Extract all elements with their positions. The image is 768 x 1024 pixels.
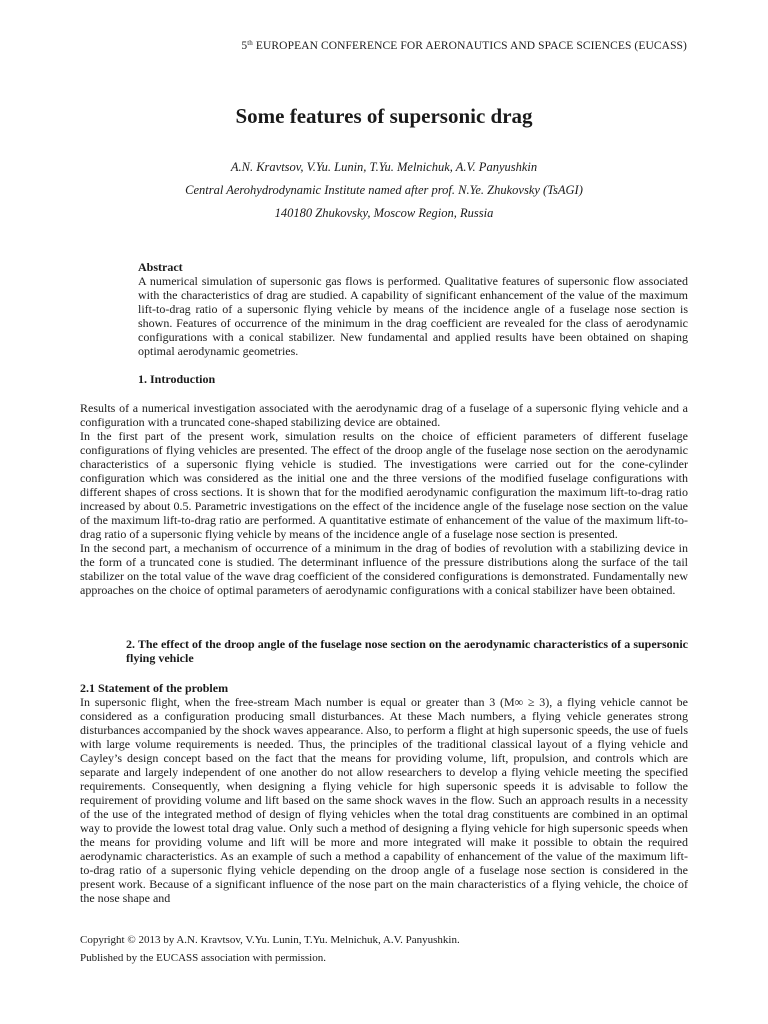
abstract-heading: Abstract: [138, 260, 183, 274]
section-2-heading: 2. The effect of the droop angle of the fuselage nose section on the aerodynamic characteristics of a supersonic flying vehicle: [126, 637, 688, 665]
paragraph: Results of a numerical investigation associated with the aerodynamic drag of a fuselage of a supersonic flying vehicle and a configuration with a truncated cone-shaped stabilizing device are obtained.: [80, 401, 688, 429]
address: 140180 Zhukovsky, Moscow Region, Russia: [274, 206, 494, 220]
copyright-notice: Copyright © 2013 by A.N. Kravtsov, V.Yu. Lunin, T.Yu. Melnichuk, A.V. Panyushkin.: [80, 934, 460, 946]
header-text: EUROPEAN CONFERENCE FOR AERONAUTICS AND SPACE SCIENCES (EUCASS): [252, 40, 687, 52]
section-1-heading: 1. Introduction: [138, 372, 216, 386]
paper-title: Some features of supersonic drag: [235, 104, 533, 128]
header-superscript: th: [247, 39, 253, 47]
header-prefix: 5: [241, 40, 248, 52]
running-header: [0, 40, 687, 52]
subsection-2-1-heading: 2.1 Statement of the problem: [80, 681, 229, 695]
affiliation: Central Aerohydrodynamic Institute named after prof. N.Ye. Zhukovsky (TsAGI): [185, 183, 583, 197]
section-1-body: [80, 401, 688, 597]
paragraph: In the first part of the present work, simulation results on the choice of efficient parameters of different fuselage configurations of flying vehicles are presented. The effect of the droop angle of the fuselage nose section on the aerodynamic characteristics of a supersonic flying vehicle is studied. The investigations were carried out for the cone-cylinder configuration which was considered as the initial one and the three versions of the modified fuselage configurations with different shapes of cross sections. It is shown that for the modified aerodynamic configuration the maximum lift-to-drag ratio increased by about 0.5. Parametric investigations on the effect of the incidence angle of the fuselage nose section on the value of the maximum lift-to-drag ratio are performed. A quantitative estimate of enhancement of the value of the maximum lift-to-drag ratio of a supersonic flying vehicle by means of the incidence angle of a fuselage nose section is presented.: [80, 429, 688, 541]
publication-notice: Published by the EUCASS association with permission.: [80, 952, 326, 964]
abstract-text: A numerical simulation of supersonic gas flows is performed. Qualitative features of supersonic flow associated with the characteristics of drag are studied. A capability of significant enhancement of the value of the maximum lift-to-drag ratio of a supersonic flying vehicle by means of the incidence angle of a fuselage nose section is shown. Features of occurrence of the minimum in the drag coefficient are revealed for the class of aerodynamic configurations with a conical stabilizer. New fundamental and applied results have been obtained on shaping optimal aerodynamic geometries.: [138, 274, 688, 358]
subsection-2-1-body: In supersonic flight, when the free-stream Mach number is equal or greater than 3 (M∞ ≥ 3), a flying vehicle cannot be considered as a configuration producing small disturbances. At these Mach numbers, a flying vehicle generates strong disturbances accompanied by the shock waves appearance. Also, to perform a flight at high supersonic speeds, the use of fuels with large volume requirements is needed. Thus, the principles of the traditional classical layout of a flying vehicle and Cayley’s design concept based on the fact that the means for providing volume, lift, propulsion, and controls which are separate and largely independent of one another do not allow researchers to develop a flying vehicle meeting the specified requirements. Consequently, when designing a flying vehicle for high supersonic speeds it is advisable to follow the requirement of providing volume and lift based on the same shock waves in the flow. Such an approach results in a necessity of the use of the integrated method of design of flying vehicles when the total drag constituents are combined in an optimal way to provide the lowest total drag value. Only such a method of designing a flying vehicle for high supersonic speeds when the means for providing volume and lift will be more and more integrated will make it possible to obtain the required aerodynamic characteristics. As an example of such a method a capability of enhancement of the value of the maximum lift-to-drag ratio of a supersonic flying vehicle depending on the droop angle of a fuselage nose section is considered in the present work. Because of a significant influence of the nose part on the main characteristics of a flying vehicle, the choice of the nose shape and: [80, 695, 688, 905]
author-list: A.N. Kravtsov, V.Yu. Lunin, T.Yu. Melnichuk, A.V. Panyushkin: [230, 160, 538, 174]
paragraph: In the second part, a mechanism of occurrence of a minimum in the drag of bodies of revolution with a stabilizing device in the form of a truncated cone is studied. The determinant influence of the pressure distributions along the surface of the tail stabilizer on the total value of the wave drag coefficient of the considered configurations is demonstrated. Fundamentally new approaches on the choice of optimal parameters of aerodynamic configurations with a conical stabilizer have been obtained.: [80, 541, 688, 597]
abstract: [138, 260, 688, 358]
